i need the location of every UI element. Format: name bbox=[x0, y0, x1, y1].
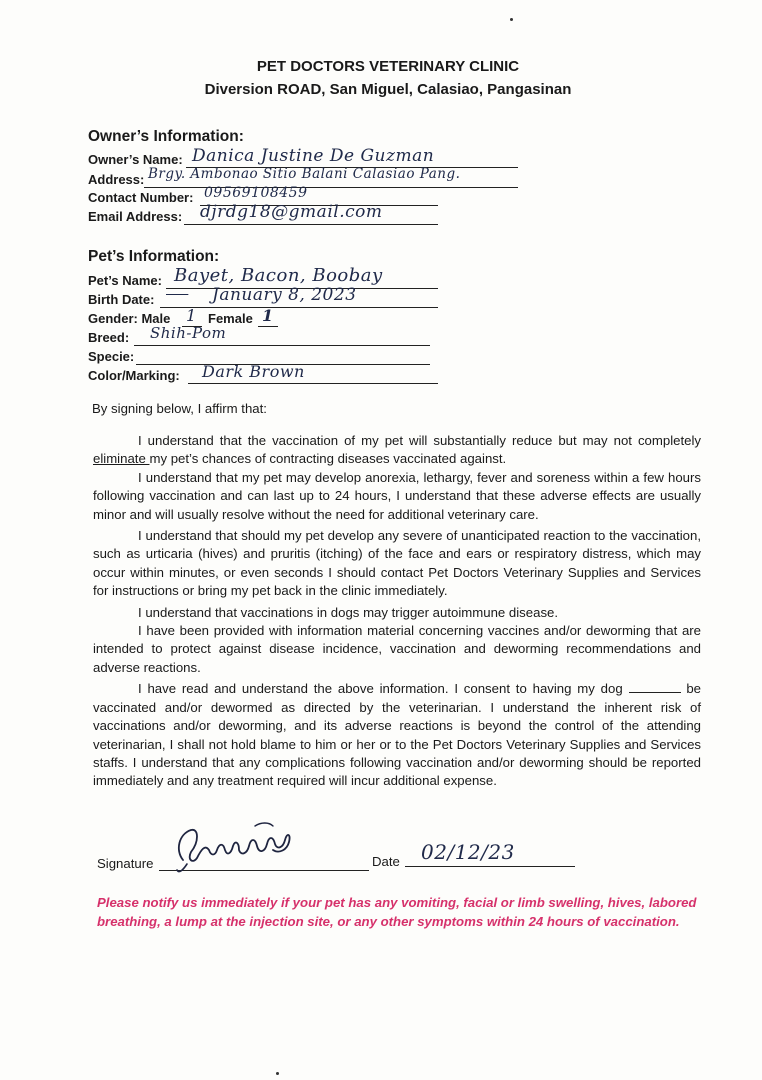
owner-contact-field[interactable] bbox=[88, 185, 308, 205]
breed-value: Shih-Pom bbox=[150, 324, 227, 342]
paragraph-5: I have been provided with information material concerning vaccines and/or deworming that are intended to protect against disease incidence, vaccination and deworming recommendations and adverse reactions. bbox=[93, 623, 701, 675]
owner-contact-label: Contact Number: bbox=[88, 190, 194, 205]
scan-speck bbox=[276, 1072, 279, 1075]
paragraph-1-text-b: my pet’s chances of contracting diseases vaccinated against. bbox=[149, 451, 507, 467]
paragraph-6 bbox=[93, 680, 701, 790]
clinic-header bbox=[0, 58, 762, 98]
signature-row bbox=[97, 840, 697, 876]
birth-date-value: January 8, 2023 bbox=[212, 285, 357, 305]
paragraph-6-text-b: be vaccinated and/or dewormed as directed by the veterinarian. I understand the inherent risk of vaccinations and/or deworming, and its adverse reactions is beyond the control of the attending veterinarian, I shall not hold blame to him or her or to the Pet Doctors Veterinary Supplies and Services staffs. I understand that any complications following vaccination and/or deworming should be reported immediately and any treatment required will incur additional expense. bbox=[93, 681, 701, 789]
female-count-value: 1 bbox=[262, 306, 274, 325]
owner-name-label: Owner’s Name: bbox=[88, 152, 183, 167]
color-marking-field[interactable] bbox=[88, 362, 305, 383]
owner-name-field[interactable] bbox=[88, 146, 435, 167]
paragraph-6-text-a: I have read and understand the above information. I consent to having my dog bbox=[138, 681, 629, 697]
breed-line bbox=[134, 345, 430, 346]
owner-address-line bbox=[144, 187, 518, 188]
birth-date-line bbox=[160, 307, 438, 308]
owner-address-value: Brgy. Ambonao Sitio Balani Calasiao Pang. bbox=[148, 166, 461, 182]
owner-email-value: djrdg18@gmail.com bbox=[200, 202, 383, 222]
clinic-name: PET DOCTORS VETERINARY CLINIC bbox=[256, 58, 520, 75]
handwritten-signature bbox=[169, 820, 301, 876]
pet-name-value: Bayet, Bacon, Boobay bbox=[174, 265, 383, 286]
pet-name-field[interactable] bbox=[88, 265, 383, 288]
paragraph-2: I understand that my pet may develop anorexia, lethargy, fever and soreness within a few hours following vaccination and can last up to 24 hours, I understand that these adverse effects are usually minor and will usually resolve without the need for additional veterinary care. bbox=[93, 469, 701, 522]
gender-male-label: Gender: Male bbox=[88, 311, 171, 326]
owner-email-line bbox=[184, 224, 438, 225]
owner-email-field[interactable] bbox=[88, 202, 383, 224]
color-marking-label: Color/Marking: bbox=[88, 368, 180, 383]
owner-section-title: Owner’s Information: bbox=[88, 128, 244, 145]
specie-label: Specie: bbox=[88, 349, 135, 364]
paragraph-4: I understand that vaccinations in dogs may trigger autoimmune disease. bbox=[138, 604, 559, 620]
paragraph-1-underlined: eliminate bbox=[93, 451, 150, 467]
male-count-value: 1 bbox=[186, 306, 197, 325]
breed-field[interactable] bbox=[88, 324, 227, 345]
affirmation-body bbox=[93, 432, 701, 791]
scan-speck bbox=[510, 18, 513, 21]
color-marking-value: Dark Brown bbox=[202, 362, 305, 381]
pet-section-title: Pet’s Information: bbox=[88, 248, 220, 265]
paragraph-1 bbox=[93, 432, 701, 469]
owner-address-label: Address: bbox=[88, 172, 145, 187]
owner-name-value: Danica Justine De Guzman bbox=[192, 146, 435, 166]
clinic-address: Diversion ROAD, San Miguel, Calasiao, Pangasinan bbox=[204, 81, 572, 98]
gender-female-label: Female bbox=[208, 311, 253, 326]
specie-field[interactable] bbox=[88, 349, 134, 364]
paragraph-1-text-a: I understand that the vaccination of my pet will substantially reduce but may not completely bbox=[138, 433, 701, 448]
breed-label: Breed: bbox=[88, 330, 130, 345]
date-label: Date bbox=[372, 854, 400, 869]
paragraph-3: I understand that should my pet develop any severe of unanticipated reaction to the vaccination, such as urticaria (hives) and pruritis (itching) of the face and ears or respiratory distress, which may occur within minutes, or even seconds I should contact Pet Doctors Veterinary Supplies and Services for instructions or bring my pet back in the clinic immediately. bbox=[93, 528, 701, 599]
birth-date-label: Birth Date: bbox=[88, 292, 155, 307]
owner-address-field[interactable] bbox=[88, 166, 461, 187]
date-value: 02/12/23 bbox=[421, 840, 515, 864]
birth-date-field[interactable] bbox=[88, 285, 357, 307]
date-line[interactable] bbox=[405, 866, 575, 867]
dog-name-blank[interactable] bbox=[629, 682, 681, 693]
affirm-intro: By signing below, I affirm that: bbox=[92, 401, 267, 416]
pet-name-label: Pet’s Name: bbox=[88, 273, 162, 288]
female-line bbox=[258, 326, 278, 327]
color-marking-line bbox=[188, 383, 438, 384]
aftercare-notice: Please notify us immediately if your pet has any vomiting, facial or limb swelling, hives, labored breathing, a lump at the injection site, or any other symptoms within 24 hours of vaccination. bbox=[97, 895, 697, 929]
owner-contact-value: 09569108459 bbox=[204, 185, 308, 201]
signature-label: Signature bbox=[97, 856, 154, 871]
strikethrough-mark bbox=[166, 285, 188, 304]
owner-email-label: Email Address: bbox=[88, 209, 183, 224]
